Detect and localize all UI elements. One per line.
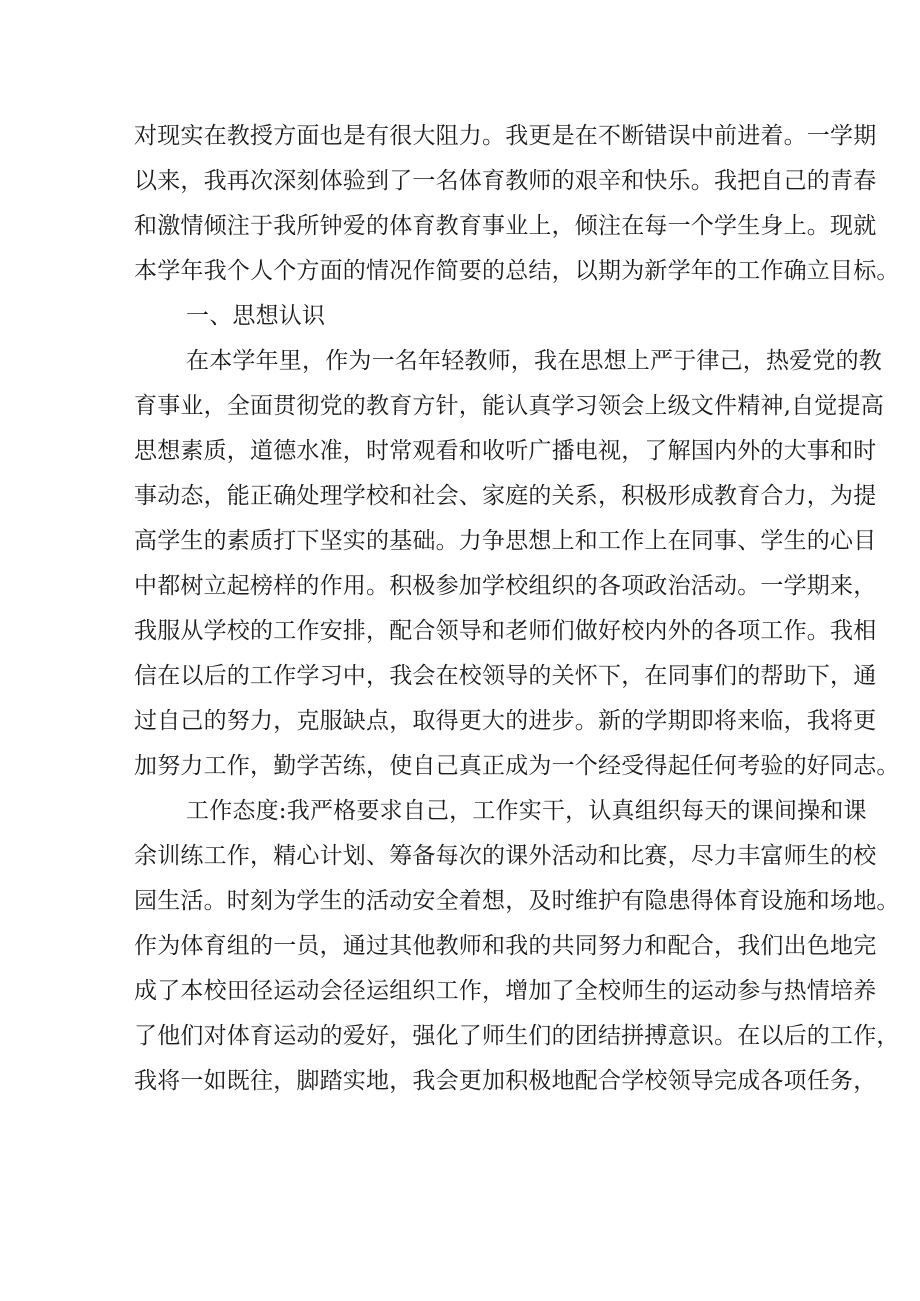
intro-line-4: 本学年我个人个方面的情况作简要的总结，以期为新学年的工作确立目标。: [134, 258, 900, 284]
attitude-line-3: 园生活。时刻为学生的活动安全着想，及时维护有隐患得体育设施和场地。: [134, 888, 900, 914]
intro-line-2: 以来，我再次深刻体验到了一名体育教师的艰辛和快乐。我把自己的青春: [134, 168, 877, 194]
thought-line-9: 过自己的努力，克服缺点，取得更大的进步。新的学期即将来临，我将更: [134, 708, 877, 734]
document-body: [134, 114, 900, 1104]
attitude-line-1: 工作态度:我严格要求自己，工作实干，认真组织每天的课间操和课: [186, 798, 867, 824]
thought-line-7: 我服从学校的工作安排，配合领导和老师们做好校内外的各项工作。我相: [134, 618, 877, 644]
intro-line-3: 和激情倾注于我所钟爱的体育教育事业上，倾注在每一个学生身上。现就: [134, 213, 877, 239]
attitude-line-2: 余训练工作，精心计划、筹备每次的课外活动和比赛，尽力丰富师生的校: [134, 843, 877, 869]
intro-line-1: 对现实在教授方面也是有很大阻力。我更是在不断错误中前进着。一学期: [134, 123, 877, 149]
attitude-line-4: 作为体育组的一员，通过其他教师和我的共同努力和配合，我们出色地完: [134, 933, 877, 959]
section-heading-thought: 一、思想认识: [186, 303, 326, 329]
attitude-line-5: 成了本校田径运动会径运组织工作，增加了全校师生的运动参与热情培养: [134, 978, 877, 1004]
attitude-line-7: 我将一如既往，脚踏实地，我会更加积极地配合学校领导完成各项任务，: [134, 1068, 877, 1094]
thought-line-5: 高学生的素质打下坚实的基础。力争思想上和工作上在同事、学生的心目: [134, 528, 877, 554]
thought-line-8: 信在以后的工作学习中，我会在校领导的关怀下，在同事们的帮助下，通: [134, 663, 877, 689]
thought-line-4: 事动态，能正确处理学校和社会、家庭的关系，积极形成教育合力，为提: [134, 483, 877, 509]
thought-line-1: 在本学年里，作为一名年轻教师，我在思想上严于律己，热爱党的教: [186, 348, 882, 374]
thought-line-2: 育事业，全面贯彻党的教育方针，能认真学习领会上级文件精神,自觉提高: [134, 393, 884, 419]
attitude-line-6: 了他们对体育运动的爱好，强化了师生们的团结拼搏意识。在以后的工作，: [134, 1023, 900, 1049]
thought-line-10: 加努力工作，勤学苦练，使自己真正成为一个经受得起任何考验的好同志。: [134, 753, 900, 779]
thought-line-3: 思想素质，道德水准，时常观看和收听广播电视，了解国内外的大事和时: [134, 438, 877, 464]
thought-line-6: 中都树立起榜样的作用。积极参加学校组织的各项政治活动。一学期来，: [134, 573, 877, 599]
